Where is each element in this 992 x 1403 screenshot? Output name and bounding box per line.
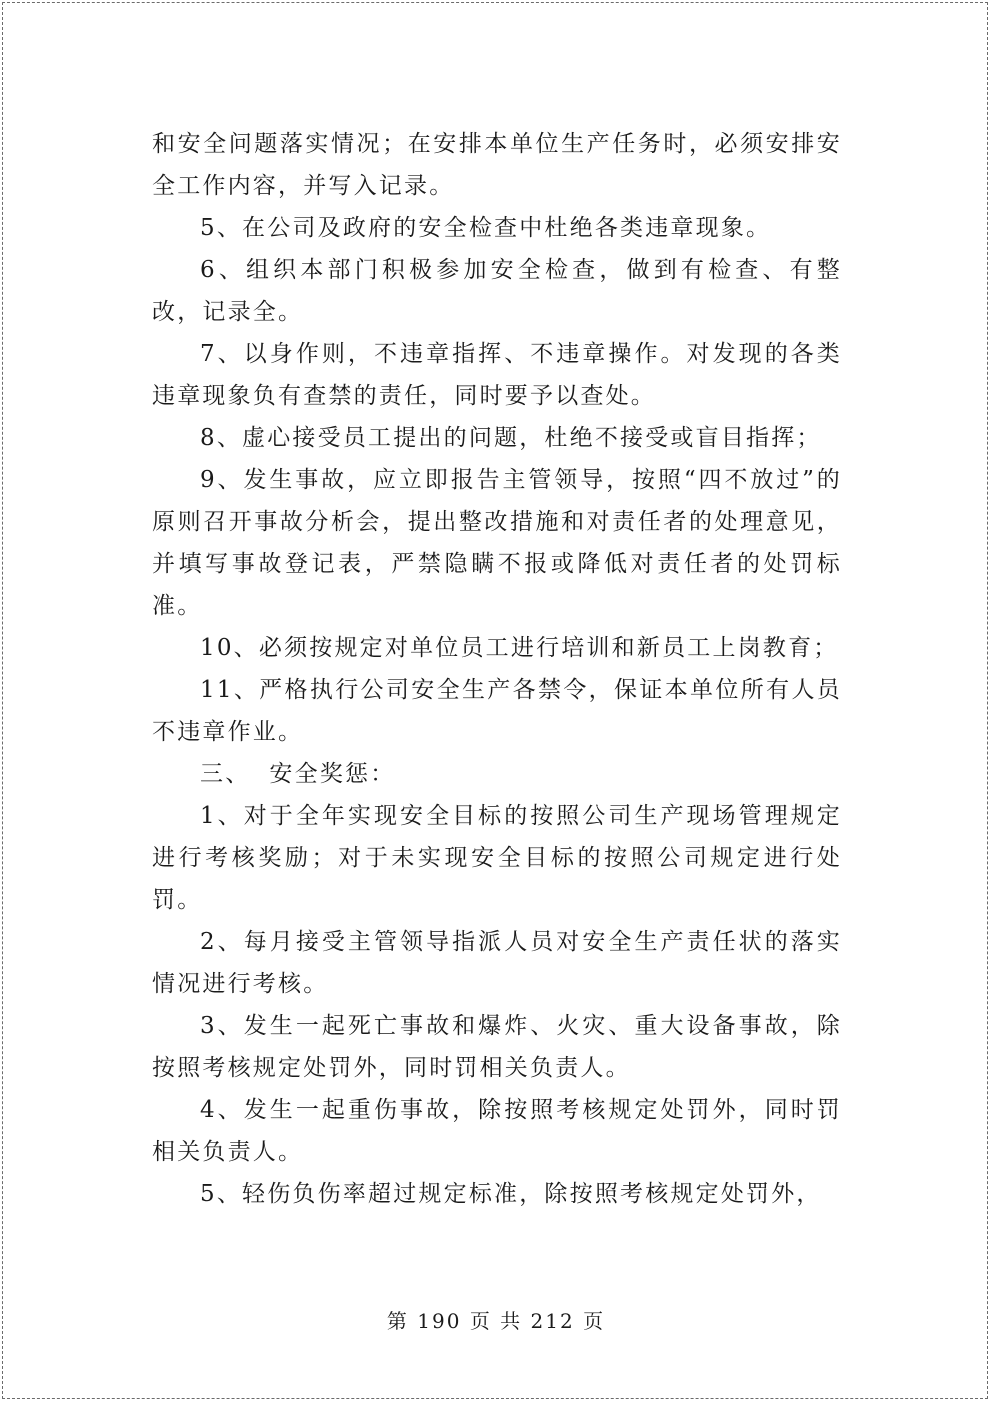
current-page-number: 190 bbox=[417, 1309, 462, 1333]
paragraph-reward-4: 4、发生一起重伤事故，除按照考核规定处罚外，同时罚相关负责人。 bbox=[152, 1097, 842, 1165]
paragraph-item-7: 7、以身作则，不违章指挥、不违章操作。对发现的各类违章现象负有查禁的责任，同时要予以查处。 bbox=[152, 341, 842, 409]
footer-prefix: 第 bbox=[386, 1309, 409, 1333]
paragraph-reward-1: 1、对于全年实现安全目标的按照公司生产现场管理规定进行考核奖励；对于未实现安全目标的按照公司规定进行处罚。 bbox=[152, 803, 842, 913]
paragraph-reward-2: 2、每月接受主管领导指派人员对安全生产责任状的落实情况进行考核。 bbox=[152, 929, 842, 997]
paragraph-reward-3: 3、发生一起死亡事故和爆炸、火灾、重大设备事故，除按照考核规定处罚外，同时罚相关负责人。 bbox=[152, 1013, 842, 1081]
total-pages-number: 212 bbox=[530, 1309, 575, 1333]
paragraph-item-8: 8、虚心接受员工提出的问题，杜绝不接受或盲目指挥； bbox=[200, 425, 822, 451]
page-footer bbox=[0, 1305, 992, 1334]
paragraph-item-5: 5、在公司及政府的安全检查中杜绝各类违章现象。 bbox=[200, 215, 772, 241]
paragraph-continuation: 和安全问题落实情况；在安排本单位生产任务时，必须安排安全工作内容，并写入记录。 bbox=[152, 131, 842, 199]
paragraph-item-11: 11、严格执行公司安全生产各禁令，保证本单位所有人员不违章作业。 bbox=[152, 677, 842, 745]
footer-suffix: 页 bbox=[583, 1309, 606, 1333]
section-heading-rewards-penalties: 三、 安全奖惩： bbox=[200, 761, 396, 787]
footer-page-word: 页 bbox=[469, 1309, 492, 1333]
footer-total-prefix: 共 bbox=[500, 1309, 523, 1333]
paragraph-item-9: 9、发生事故，应立即报告主管领导，按照“四不放过”的原则召开事故分析会，提出整改措施和对责任者的处理意见，并填写事故登记表，严禁隐瞒不报或降低对责任者的处罚标准。 bbox=[152, 467, 842, 619]
paragraph-reward-5: 5、轻伤负伤率超过规定标准，除按照考核规定处罚外， bbox=[200, 1181, 822, 1207]
paragraph-item-6: 6、组织本部门积极参加安全检查，做到有检查、有整改，记录全。 bbox=[152, 257, 842, 325]
document-body bbox=[152, 123, 842, 1215]
paragraph-item-10: 10、必须按规定对单位员工进行培训和新员工上岗教育； bbox=[200, 635, 839, 661]
